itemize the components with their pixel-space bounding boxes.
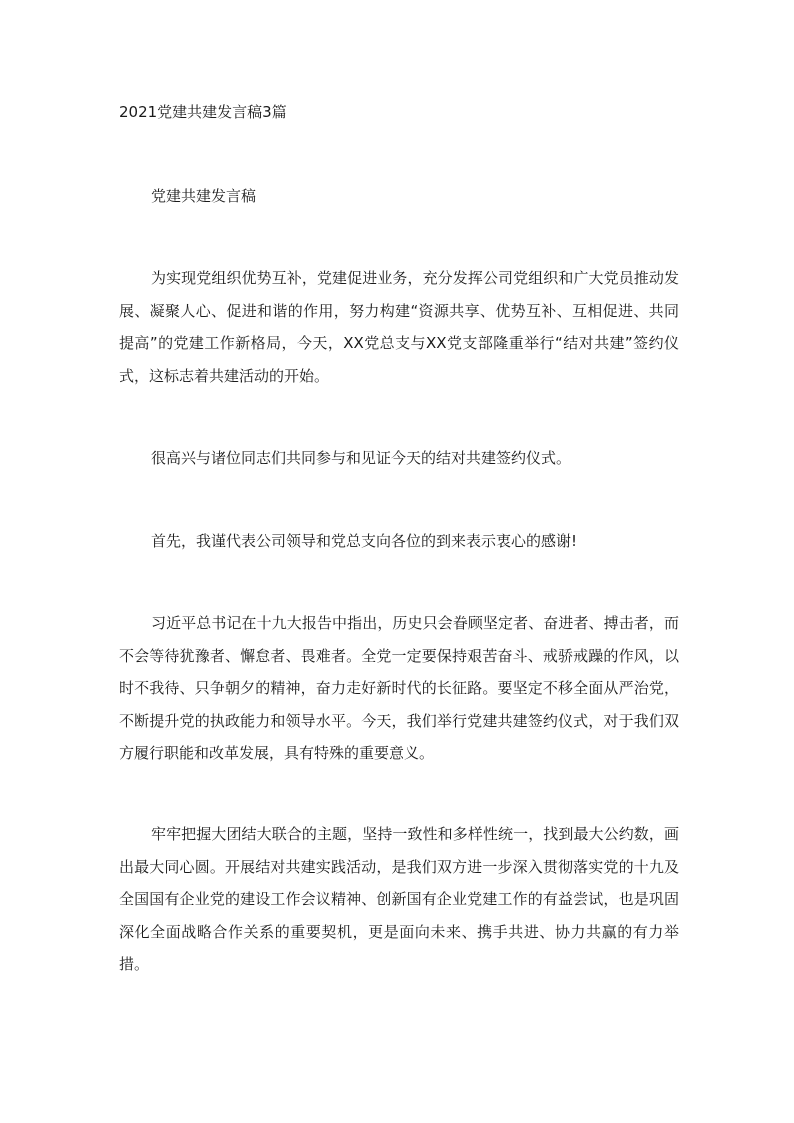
paragraph-4: 习近平总书记在十九大报告中指出，历史只会眷顾坚定者、奋进者、搏击者，而不会等待犹豫者、懈怠者、畏难者。全党一定要保持艰苦奋斗、戒骄戒躁的作风，以时不我待、只争朝夕的精神，奋力走好新时代的长征路。要坚定不移全面从严治党，不断提升党的执政能力和领导水平。今天，我们举行党建共建签约仪式，对于我们双方履行职能和改革发展，具有特殊的重要意义。 [119,614,679,762]
document-title: 2021党建共建发言稿3篇 [119,103,287,121]
section-title: 党建共建发言稿 [151,187,257,205]
paragraph-1: 为实现党组织优势互补，党建促进业务，充分发挥公司党组织和广大党员推动发展、凝聚人心、促进和谐的作用，努力构建“资源共享、优势互补、互相促进、共同提高”的党建工作新格局，今天，XX党总支与XX党支部隆重举行“结对共建”签约仪式，这标志着共建活动的开始。 [119,269,679,385]
paragraph-3: 首先，我谨代表公司领导和党总支向各位的到来表示衷心的感谢! [151,532,578,550]
paragraph-2: 很高兴与诸位同志们共同参与和见证今天的结对共建签约仪式。 [151,449,572,467]
paragraph-5: 牢牢把握大团结大联合的主题，坚持一致性和多样性统一，找到最大公约数，画出最大同心圆。开展结对共建实践活动，是我们双方进一步深入贯彻落实党的十九及全国国有企业党的建设工作会议精神、创新国有企业党建工作的有益尝试，也是巩固深化全面战略合作关系的重要契机，更是面向未来、携手共进、协力共赢的有力举措。 [119,825,679,973]
